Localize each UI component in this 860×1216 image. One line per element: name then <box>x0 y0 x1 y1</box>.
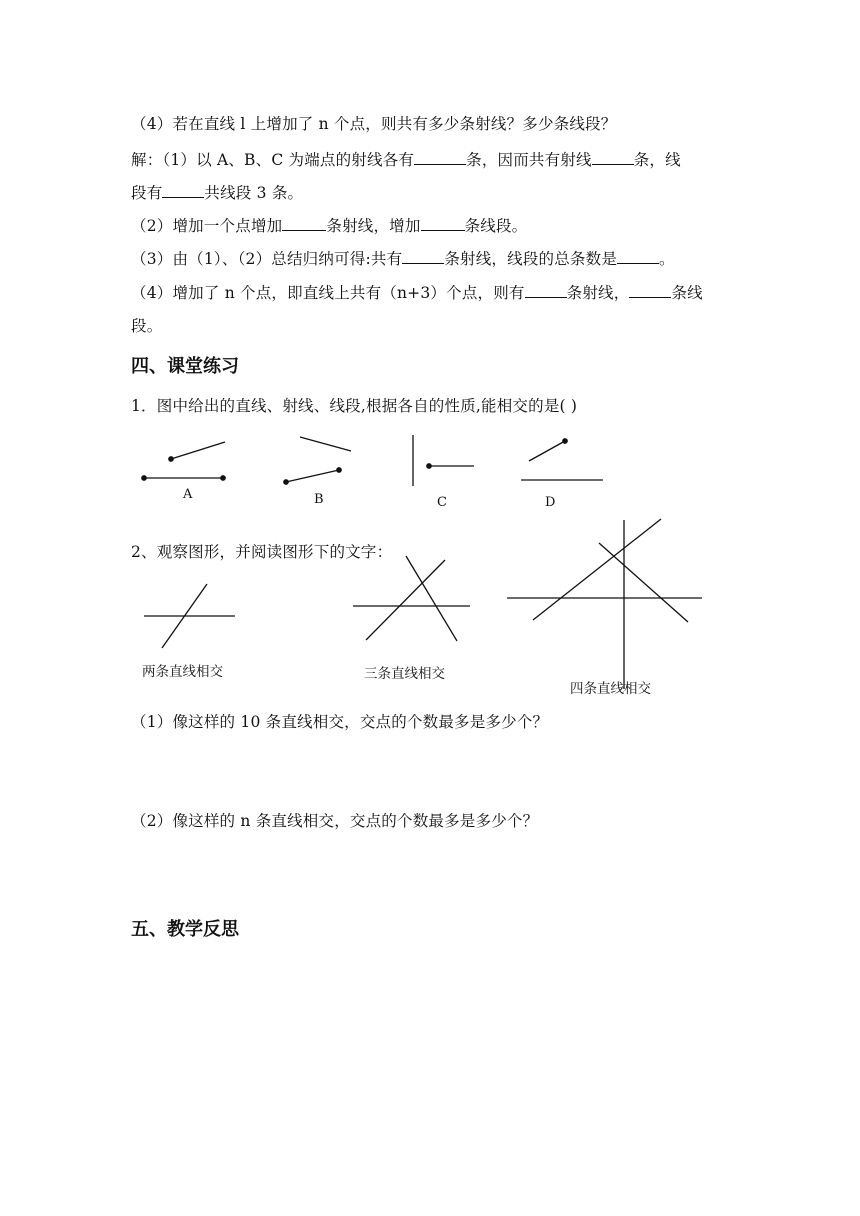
question-4: （4）若在直线 l 上增加了 n 个点，则共有多少条射线？多少条线段？ <box>131 115 617 133</box>
exercise-2-question-2: （2）像这样的 n 条直线相交，交点的个数最多是多少个？ <box>131 812 539 830</box>
figure-c <box>413 435 474 486</box>
solution-text: 条，因而共有射线 <box>466 151 592 169</box>
solution-text: 条射线，线段的总条数是 <box>444 250 618 268</box>
solution-text: 条线 <box>671 284 703 302</box>
figure-d <box>521 439 603 480</box>
solution-text: 解：（1）以 A、B、C 为端点的射线各有 <box>131 151 415 169</box>
solution-text: 条射线， <box>566 284 630 302</box>
exercise-1-question: 1．图中给出的直线、射线、线段,根据各自的性质,能相交的是( ) <box>131 397 578 415</box>
solution-text: （4）增加了 n 个点，即直线上共有（n+3）个点，则有 <box>131 284 525 302</box>
figure-label-d: D <box>545 495 556 510</box>
solution-text: 条线段。 <box>464 217 528 235</box>
four-lines-figure <box>507 519 702 689</box>
figure-label-b: B <box>314 492 324 507</box>
solution-text: 共线段 3 条。 <box>204 184 304 202</box>
caption-three-lines: 三条直线相交 <box>364 666 445 682</box>
section-4-title: 四、课堂练习 <box>131 356 239 377</box>
three-lines-figure <box>353 556 470 641</box>
caption-four-lines: 四条直线相交 <box>570 681 651 697</box>
figure-label-a: A <box>183 487 193 502</box>
solution-text: （2）增加一个点增加 <box>131 217 283 235</box>
two-lines-figure <box>144 584 235 648</box>
exercise-2-intro: 2、观察图形，并阅读图形下的文字： <box>131 543 393 561</box>
caption-two-lines: 两条直线相交 <box>142 664 223 680</box>
solution-text: 。 <box>659 250 675 268</box>
figure-label-c: C <box>437 495 447 510</box>
figure-b <box>284 437 351 484</box>
exercise-2-question-1: （1）像这样的 10 条直线相交，交点的个数最多是多少个？ <box>131 713 549 731</box>
solution-text: 条，线 <box>633 151 681 169</box>
solution-text: 段有 <box>131 184 163 202</box>
section-5-title: 五、教学反思 <box>131 919 239 940</box>
solution-text: （3）由（1）、（2）总结归纳可得:共有 <box>131 250 403 268</box>
figure-a <box>142 442 225 480</box>
solution-line-6: 段。 <box>131 317 163 335</box>
solution-text: 条射线，增加 <box>326 217 421 235</box>
